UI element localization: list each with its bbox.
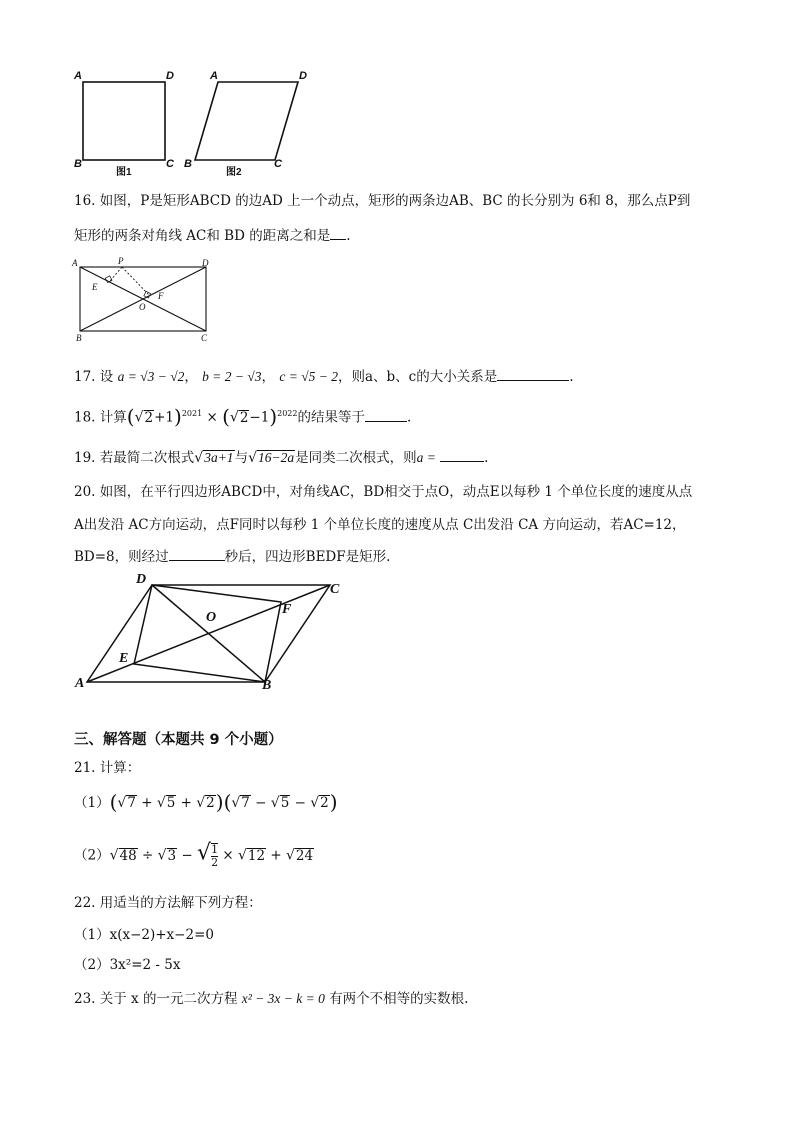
- rect16-label-E: E: [92, 282, 98, 292]
- figure-square-and-rhombus: [70, 66, 320, 178]
- q20-line3b: 秒后，四边形BEDF是矩形.: [224, 549, 391, 565]
- q20-line1: 20. 如图，在平行四边形ABCD中，对角线AC，BD相交于点O，动点E以每秒 1 个单位长度的速度从点: [74, 484, 693, 500]
- q17-suffix: ，则a、b、c的大小关系是: [337, 369, 498, 385]
- fig2-label-A: A: [210, 70, 218, 82]
- q21-e1-r6: 2: [320, 795, 329, 811]
- q18-answer-blank[interactable]: [365, 407, 407, 422]
- q18-line: 18. 计算$(√2+1)^{2021} \times (√2-1)^{2022}$的结果等于 .: [74, 404, 412, 429]
- q19-mid: 与: [234, 450, 249, 466]
- rect16-label-O: O: [139, 302, 146, 312]
- q20-line3a: BD=8，则经过: [74, 549, 169, 565]
- q19-prefix: 19. 若最简二次根式: [74, 450, 195, 466]
- q17-c: c = √5 − 2: [279, 369, 338, 384]
- q23-suffix: 有两个不相等的实数根.: [329, 991, 469, 1007]
- rect16-svg: [72, 256, 222, 346]
- q18-prefix: 18. 计算: [74, 409, 127, 426]
- rect16-label-C: C: [201, 333, 208, 343]
- para20-label-O: O: [206, 610, 217, 625]
- q21-e2-r2: 3: [167, 847, 177, 864]
- q21-e1-r4: 7: [241, 795, 250, 811]
- para20-label-C: C: [330, 582, 340, 597]
- q18-exp1: 2021: [181, 409, 203, 418]
- q17-tail: .: [569, 369, 574, 385]
- para20-svg: [72, 572, 352, 696]
- q19-radicand-2: 16−2a: [257, 450, 295, 465]
- q16-answer-blank[interactable]: [330, 225, 346, 240]
- rect16-label-B: B: [76, 333, 82, 343]
- q23-line: [74, 989, 468, 1009]
- q21-p2-label: （2）: [74, 847, 110, 864]
- fig2-label-C: C: [274, 158, 282, 170]
- q20-line3: [74, 546, 390, 567]
- q20-line2: A出发沿 AC方向运动，点F同时以每秒 1 个单位长度的速度从点 C出发沿 CA 方向运动，若AC=12，: [74, 517, 686, 533]
- q21-part1: （1）(√7 + √5 + √2)(√7 − √5 − √2): [74, 790, 338, 814]
- fig2-label-B: B: [184, 158, 192, 170]
- figure-1-square: [83, 82, 165, 160]
- q21-e2-r3: 12: [247, 847, 266, 864]
- q21-e1-r1: 7: [127, 795, 136, 811]
- q18-suffix: 的结果等于: [297, 409, 365, 426]
- q19-radicand-1: 3a+1: [204, 450, 234, 465]
- figure-2-parallelogram: [195, 82, 298, 160]
- fig1-caption: 图1: [116, 167, 132, 178]
- fig1-label-B: B: [74, 158, 82, 170]
- q18-tail: .: [406, 409, 412, 426]
- q20-answer-blank[interactable]: [169, 546, 225, 561]
- q19-answer-blank[interactable]: [440, 447, 484, 462]
- rect16-label-D: D: [202, 258, 209, 268]
- figure-parallelogram-q20: [72, 572, 352, 696]
- rect16-pe-dashed: [110, 267, 122, 281]
- q21-title: 21. 计算：: [74, 760, 141, 776]
- q16-line2-text: 矩形的两条对角线 AC和 BD 的距离之和是: [74, 228, 331, 244]
- q22-title: 22. 用适当的方法解下列方程：: [74, 895, 262, 911]
- q19-suffix: 是同类二次根式，则: [295, 450, 417, 466]
- para20-label-B: B: [262, 678, 272, 693]
- q19-var: a =: [416, 450, 436, 465]
- rect16-label-P: P: [118, 256, 124, 266]
- q16-tail: .: [346, 228, 351, 244]
- q18-exp2: 2022: [277, 409, 298, 418]
- para20-label-A: A: [75, 676, 85, 691]
- fig1-label-A: A: [74, 70, 82, 82]
- q23-equation: x² − 3x − k = 0: [241, 991, 325, 1006]
- figure-1-2-svg: [70, 66, 320, 178]
- q21-e2-den: 2: [211, 856, 219, 869]
- q21-part2: （2）√48 ÷ √3 − √ $\frac{1}{2}$ × √12 + √24: [74, 840, 314, 869]
- q21-e1-r5: 5: [280, 795, 290, 811]
- para20-diagonal-bd: [152, 585, 265, 682]
- figure-rectangle-q16: [72, 256, 222, 346]
- q21-e2-r4: 24: [295, 847, 314, 864]
- q21-e1-r3: 2: [206, 795, 215, 811]
- fig2-label-D: D: [299, 70, 307, 82]
- q19-tail: .: [484, 450, 489, 466]
- rect16-label-A: A: [72, 258, 78, 268]
- q21-e2-num: 1: [211, 843, 219, 856]
- section-3-title: 三、解答题（本题共 9 个小题）: [74, 732, 283, 748]
- q17-b: b = 2 − √3: [202, 369, 262, 384]
- q21-e1-r2: 5: [166, 795, 176, 811]
- q16-line1: 16. 如图，P是矩形ABCD 的边AD 上一个动点，矩形的两条边AB、BC 的长分别为 6和 8，那么点P到: [74, 193, 691, 209]
- q17-line: 17. 设 a = √3 − √2， b = 2 − √3， c = √5 − 2，则a、b、c的大小关系是 .: [74, 366, 574, 387]
- q17-a: a = √3 − √2: [117, 369, 185, 384]
- q16-line2: [74, 225, 351, 246]
- q23-prefix: 23. 关于 x 的一元二次方程: [74, 991, 238, 1007]
- q22-part1: （1）x(x−2)+x−2=0: [74, 927, 214, 943]
- para20-label-E: E: [119, 651, 129, 666]
- q17-prefix: 17. 设: [74, 369, 114, 385]
- q22-part2: （2）3x²=2 - 5x: [74, 957, 181, 973]
- fig1-label-C: C: [166, 158, 174, 170]
- rect16-label-F: F: [158, 291, 164, 301]
- q19-line: 19. 若最简二次根式√3a+1与√16−2a是同类二次根式，则a = .: [74, 447, 488, 468]
- q21-p1-label: （1）: [74, 795, 110, 811]
- para20-label-D: D: [136, 572, 147, 587]
- q17-answer-blank[interactable]: [497, 366, 569, 381]
- fig2-caption: 图2: [226, 167, 242, 178]
- fig1-label-D: D: [166, 70, 174, 82]
- para20-label-F: F: [282, 602, 292, 617]
- q21-e2-r1: 48: [119, 847, 137, 864]
